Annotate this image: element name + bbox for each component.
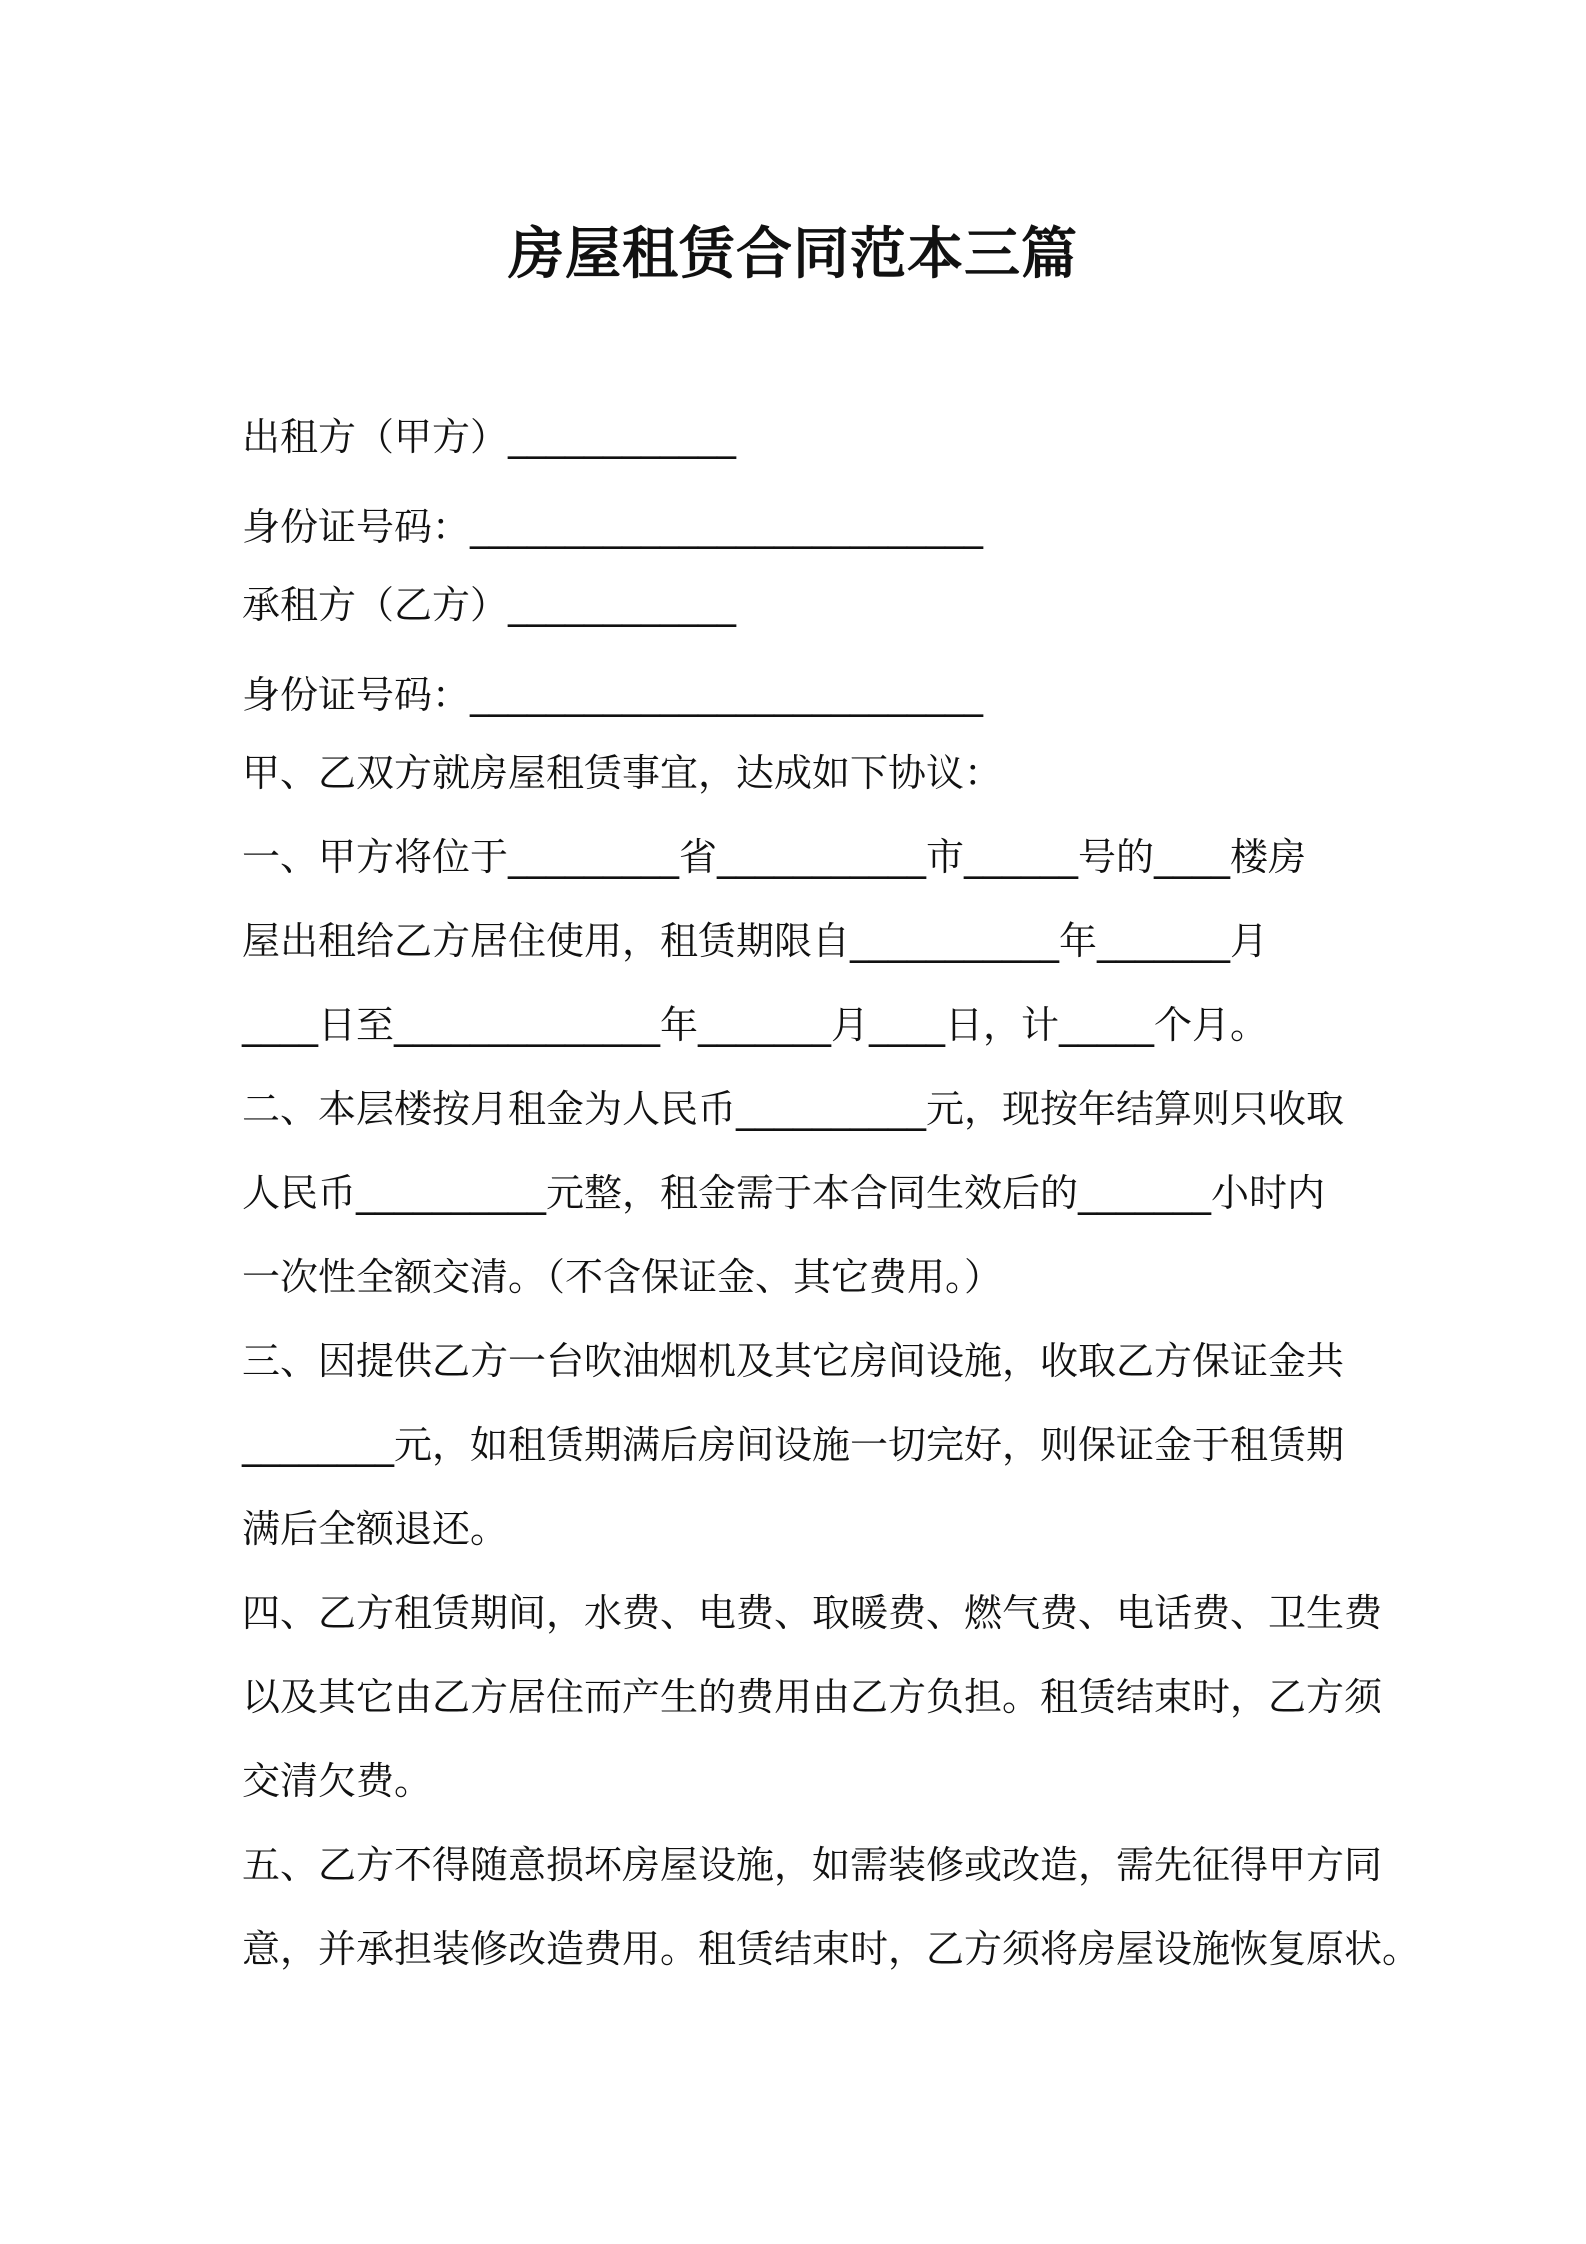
- lessee-line: 承租方（乙方）____________: [242, 583, 737, 627]
- clause-1-line-2: 屋出租给乙方居住使用，租赁期限自___________年_______月: [242, 919, 1269, 963]
- clause-4-line-1: 四、乙方租赁期间，水费、电费、取暖费、燃气费、电话费、卫生费: [242, 1591, 1383, 1635]
- clause-3-line-1: 三、因提供乙方一台吹油烟机及其它房间设施，收取乙方保证金共: [242, 1339, 1345, 1383]
- clause-3-line-2: ________元，如租赁期满后房间设施一切完好，则保证金于租赁期: [242, 1423, 1345, 1467]
- clause-2-line-2: 人民币__________元整，租金需于本合同生效后的_______小时内: [242, 1171, 1326, 1215]
- agreement-intro: 甲、乙双方就房屋租赁事宜，达成如下协议：: [242, 751, 1003, 795]
- clause-3-line-3: 满后全额退还。: [242, 1507, 509, 1551]
- clause-2-line-3: 一次性全额交清。（不含保证金、其它费用。）: [242, 1255, 1003, 1299]
- clause-4-line-2: 以及其它由乙方居住而产生的费用由乙方负担。租赁结束时，乙方须: [242, 1675, 1383, 1719]
- lessor-id-line: 身份证号码：___________________________: [242, 505, 984, 549]
- lessee-id-line: 身份证号码：___________________________: [242, 673, 984, 717]
- document-title: 房屋租赁合同范本三篇: [508, 222, 1078, 287]
- clause-5-line-1: 五、乙方不得随意损坏房屋设施，如需装修或改造，需先征得甲方同: [242, 1843, 1383, 1887]
- clause-5-line-2: 意，并承担装修改造费用。租赁结束时，乙方须将房屋设施恢复原状。: [242, 1927, 1421, 1971]
- clause-4-line-3: 交清欠费。: [242, 1759, 433, 1803]
- lessor-line: 出租方（甲方）____________: [242, 415, 737, 459]
- clause-1-line-1: 一、甲方将位于_________省___________市______号的____楼房: [242, 835, 1307, 879]
- clause-1-line-3: ____日至______________年_______月____日，计_____个月。: [242, 1003, 1269, 1047]
- clause-2-line-1: 二、本层楼按月租金为人民币__________元，现按年结算则只收取: [242, 1087, 1345, 1131]
